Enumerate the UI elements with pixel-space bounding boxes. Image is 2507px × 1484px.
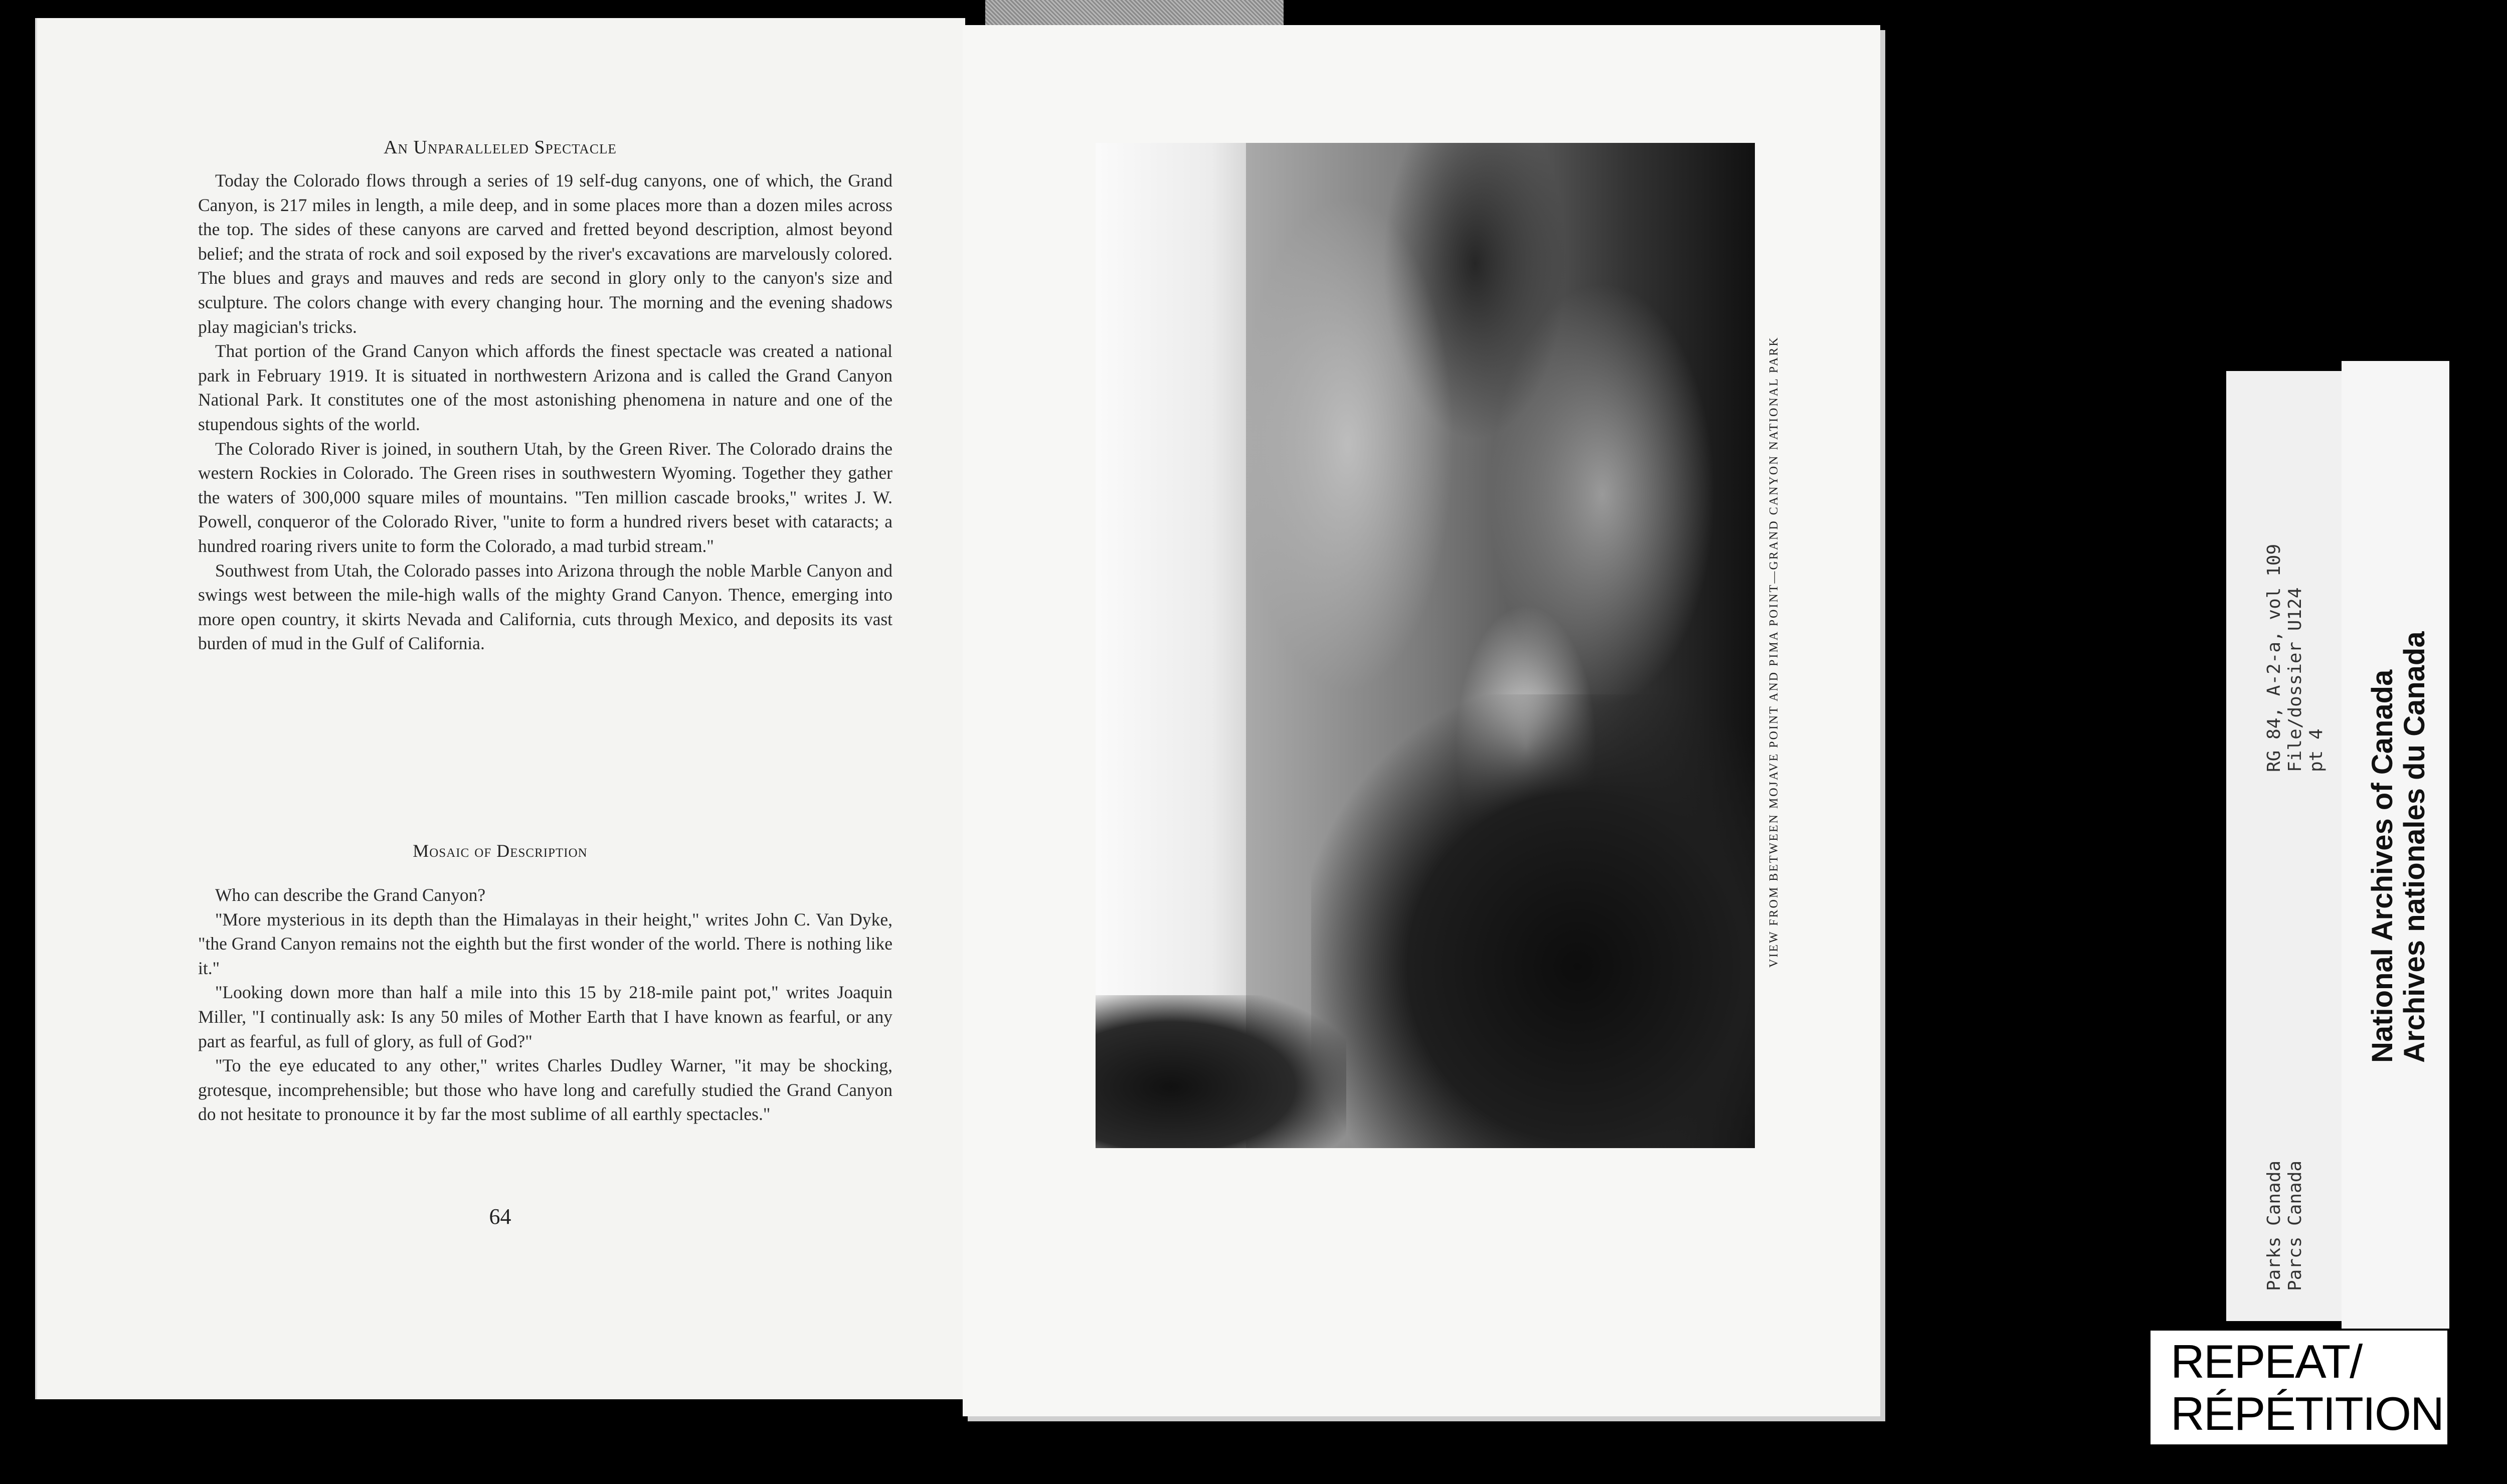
canyon-photograph <box>1096 143 1755 1148</box>
photo-foreground-trees <box>1311 694 1755 1148</box>
page-number: 64 <box>489 1204 511 1229</box>
file-reference-line: RG 84, A-2-a, vol 109 <box>2264 543 2284 772</box>
body-text <box>198 168 892 656</box>
photo-foreground-trees <box>1096 995 1346 1148</box>
photo-caption: VIEW FROM BETWEEN MOJAVE POINT AND PIMA POINT—GRAND CANYON NATIONAL PARK <box>1767 336 1780 968</box>
archive-name-line: National Archives of Canada <box>2366 669 2399 1063</box>
paragraph: Today the Colorado flows through a series of 19 self-dug canyons, one of which, the Grand Canyon, is 217 miles in length, a mile deep, and in some places more than a dozen miles across the top. The sides of these canyons are carved and fretted beyond description, almost beyond belief; and the strata of rock and soil exposed by the river's excavations are marvelously colored. The blues and grays and mauves and reds are second in glory only to the canyon's size and sculpture. The colors change with every changing hour. The morning and the evening shadows play magician's tricks. <box>198 170 892 337</box>
paragraph: Who can describe the Grand Canyon? <box>215 885 486 905</box>
agency-name <box>2264 1100 2306 1291</box>
stamp-line: REPEAT/ <box>2171 1335 2362 1388</box>
paragraph: Southwest from Utah, the Colorado passes into Arizona through the noble Marble Canyon and swings west between the mile-high walls of the mighty Grand Canyon. Thence, emerging into more open country, it skirts Nevada and California, cuts through Mexico, and deposits its vast burden of mud in the Gulf of California. <box>198 560 892 654</box>
agency-name-line: Parks Canada <box>2264 1160 2284 1291</box>
file-reference-line: File/dossier U124 <box>2285 587 2305 772</box>
agency-name-line: Parcs Canada <box>2285 1160 2305 1291</box>
stamp-line: RÉPÉTITION <box>2171 1387 2444 1440</box>
file-reference-line: pt 4 <box>2306 728 2326 772</box>
archive-name <box>2367 632 2431 1063</box>
paragraph: "Looking down more than half a mile into this 15 by 218-mile paint pot," writes Joaquin Miller, "I continually ask: Is any 50 miles of Mother Earth that I have known as fearful, or any part as fearful, as full of glory, as full of God?" <box>198 982 892 1051</box>
left-page <box>35 18 965 1399</box>
paragraph: That portion of the Grand Canyon which affords the finest spectacle was created a national park in February 1919. It is situated in northwestern Arizona and is called the Grand Canyon National Park. It constitutes one of the most astonishing phenomena in nature and one of the stupendous sights of the world. <box>198 341 892 434</box>
repeat-stamp <box>2148 1329 2449 1446</box>
archive-name-line: Archives nationales du Canada <box>2398 631 2431 1063</box>
paragraph: The Colorado River is joined, in southern Utah, by the Green River. The Colorado drains the western Rockies in Colorado. The Green rises in southwestern Wyoming. Together they gather the waters of 300,000 square miles of mountains. "Ten million cascade brooks," writes J. W. Powell, conqueror of the Colorado River, "unite to form a hundred rivers beset with cataracts; a hundred roaring rivers unite to form the Colorado, a mad turbid stream." <box>198 438 892 556</box>
body-text <box>198 883 892 1127</box>
section-heading: Mosaic of Description <box>413 841 588 861</box>
paragraph: "To the eye educated to any other," writes Charles Dudley Warner, "it may be shocking, grotesque, incomprehensible; but those who have long and carefully studied the Grand Canyon do not hesitate to pronounce it by far the most sublime of all earthly spectacles." <box>198 1055 892 1125</box>
paragraph: "More mysterious in its depth than the Himalayas in their height," writes John C. Van Dyke, "the Grand Canyon remains not the eighth but the first wonder of the world. There is nothing like it." <box>198 909 892 978</box>
section-heading: An Unparalleled Spectacle <box>384 137 617 158</box>
file-reference <box>2264 396 2327 772</box>
